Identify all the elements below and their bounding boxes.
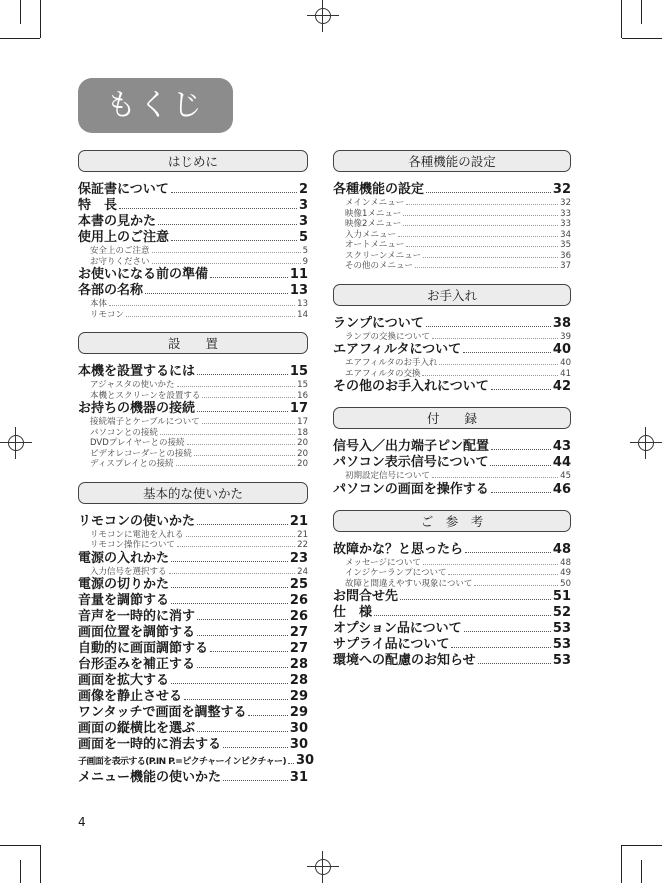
toc-subentry[interactable]: 安全上のご注意 5 xyxy=(90,246,308,256)
toc-subentry[interactable]: メッセージについて 48 xyxy=(345,557,571,568)
toc-entry[interactable]: 信号入／出力端子ピン配置 43 xyxy=(333,439,571,454)
toc-subentry[interactable]: 入力信号を選択する 24 xyxy=(90,566,308,577)
section-header-reference: ご 参 考 xyxy=(333,510,571,532)
toc-entry[interactable]: 音声を一時的に消す 26 xyxy=(78,609,308,624)
section-header-intro: はじめに xyxy=(78,150,308,172)
section-header-care: お手入れ xyxy=(333,284,571,306)
page-title: もくじ xyxy=(78,78,233,133)
registration-mark-right xyxy=(630,427,662,459)
crop-mark xyxy=(0,845,40,846)
page-number: 4 xyxy=(78,815,86,829)
toc-subentry[interactable]: 接続端子とケーブルについて 17 xyxy=(90,417,308,427)
crop-mark xyxy=(641,0,642,24)
toc-entry[interactable]: お使いになる前の準備 11 xyxy=(78,267,308,282)
toc-entry[interactable]: 仕 様 52 xyxy=(333,605,571,620)
crop-mark xyxy=(641,860,642,883)
toc-left-column xyxy=(78,150,315,786)
toc-subentry[interactable]: 本体 13 xyxy=(90,299,308,309)
toc-subentry[interactable]: 入力メニュー 34 xyxy=(345,229,571,240)
toc-entry[interactable]: 各種機能の設定 32 xyxy=(333,182,571,197)
toc-entry[interactable]: 使用上のご注意 5 xyxy=(78,230,308,245)
toc-subentry[interactable]: 故障と間違えやすい現象について 50 xyxy=(345,578,571,589)
toc-entry[interactable]: 電源の入れかた 23 xyxy=(78,550,308,566)
crop-mark xyxy=(20,860,21,883)
toc-subentry[interactable]: メインメニュー 32 xyxy=(345,198,571,208)
toc-entry[interactable]: 画面の縦横比を選ぶ 30 xyxy=(78,721,308,736)
toc-subentry[interactable]: オートメニュー 35 xyxy=(345,240,571,250)
toc-subentry[interactable]: スクリーンメニュー 36 xyxy=(345,250,571,261)
crop-mark xyxy=(40,0,41,38)
toc-subentry[interactable]: アジャスタの使いかた 15 xyxy=(90,380,308,390)
section-header-basic: 基本的な使いかた xyxy=(78,482,308,504)
toc-entry[interactable]: パソコンの画面を操作する 46 xyxy=(333,481,571,497)
toc-subentry[interactable]: 映像1メニュー 33 xyxy=(345,208,571,219)
crop-mark xyxy=(621,0,622,38)
toc-entry[interactable]: 環境への配慮のお知らせ 53 xyxy=(333,653,571,668)
toc-subentry[interactable]: リモコン操作について 22 xyxy=(90,540,308,550)
toc-entry[interactable]: 保証書について 2 xyxy=(78,182,308,197)
toc-entry[interactable]: エアフィルタについて 40 xyxy=(333,342,571,357)
toc-entry[interactable]: 本書の見かた 3 xyxy=(78,214,308,229)
toc-entry[interactable]: 画像を静止させる 29 xyxy=(78,689,308,704)
crop-mark xyxy=(40,845,41,883)
toc-entry[interactable]: 電源の切りかた 25 xyxy=(78,577,308,592)
toc-subentry[interactable]: エアフィルタのお手入れ 40 xyxy=(345,358,571,368)
toc-entry[interactable]: 故障かな？と思ったら 48 xyxy=(333,541,571,557)
toc-entry[interactable]: その他のお手入れについて 42 xyxy=(333,379,571,394)
registration-mark-bottom xyxy=(307,851,339,883)
toc-subentry[interactable]: 初期設定信号について 45 xyxy=(345,471,571,481)
toc-entry[interactable]: 音量を調節する 26 xyxy=(78,593,308,608)
crop-mark xyxy=(622,38,662,39)
crop-mark xyxy=(20,0,21,24)
toc-entry[interactable]: 特 長 3 xyxy=(78,198,308,213)
toc-entry[interactable]: お問合せ先 51 xyxy=(333,589,571,604)
toc-subentry[interactable]: リモコンに電池を入れる 21 xyxy=(90,529,308,540)
toc-entry[interactable]: 本機を設置するには 15 xyxy=(78,364,308,379)
registration-mark-top xyxy=(307,0,339,32)
toc-subentry[interactable]: リモコン 14 xyxy=(90,309,308,320)
toc-subentry[interactable]: お守りください 9 xyxy=(90,256,308,267)
toc-subentry[interactable]: DVDプレイヤーとの接続 20 xyxy=(90,438,308,448)
toc-subentry[interactable]: 本機とスクリーンを設置する 16 xyxy=(90,390,308,401)
toc-entry[interactable]: 台形歪みを補正する 28 xyxy=(78,657,308,672)
toc-entry[interactable]: 画面を拡大する 28 xyxy=(78,673,308,688)
toc-entry[interactable]: サプライ品について 53 xyxy=(333,637,571,652)
toc-entry[interactable]: 画面位置を調節する 27 xyxy=(78,625,308,640)
toc-entry[interactable]: 子画面を表示する(P.IN P.=ピクチャーインピクチャー) 30 xyxy=(78,753,315,768)
section-header-setup: 設 置 xyxy=(78,332,308,354)
crop-mark xyxy=(621,845,622,883)
toc-entry[interactable]: リモコンの使いかた 21 xyxy=(78,513,308,529)
toc-entry[interactable]: メニュー機能の使いかた 31 xyxy=(78,770,308,785)
toc-entry[interactable]: オプション品について 53 xyxy=(333,621,571,636)
toc-subentry[interactable]: インジケーランプについて 49 xyxy=(345,568,571,578)
section-header-appendix: 付 録 xyxy=(333,407,571,429)
toc-subentry[interactable]: パソコンとの接続 18 xyxy=(90,427,308,438)
toc-entry[interactable]: パソコン表示信号について 44 xyxy=(333,455,571,470)
toc-subentry[interactable]: ディスプレイとの接続 20 xyxy=(90,459,308,469)
toc-subentry[interactable]: エアフィルタの交換 41 xyxy=(345,368,571,379)
toc-subentry[interactable]: 映像2メニュー 33 xyxy=(345,219,571,229)
toc-subentry[interactable]: その他のメニュー 37 xyxy=(345,261,571,271)
toc-entry[interactable]: ワンタッチで画面を調整する 29 xyxy=(78,705,308,720)
crop-mark xyxy=(622,845,662,846)
toc-entry[interactable]: 画面を一時的に消去する 30 xyxy=(78,737,308,752)
section-header-functions: 各種機能の設定 xyxy=(333,150,571,172)
toc-entry[interactable]: ランプについて 38 xyxy=(333,315,571,331)
toc-entry[interactable]: お持ちの機器の接続 17 xyxy=(78,401,308,416)
toc-subentry[interactable]: ランプの交換について 39 xyxy=(345,331,571,342)
crop-mark xyxy=(0,38,40,39)
toc-entry[interactable]: 自動的に画面調節する 27 xyxy=(78,641,308,656)
toc-subentry[interactable]: ビデオレコーダーとの接続 20 xyxy=(90,448,308,459)
toc-entry[interactable]: 各部の名称 13 xyxy=(78,283,308,298)
registration-mark-left xyxy=(0,427,32,459)
toc-right-column xyxy=(333,150,571,669)
